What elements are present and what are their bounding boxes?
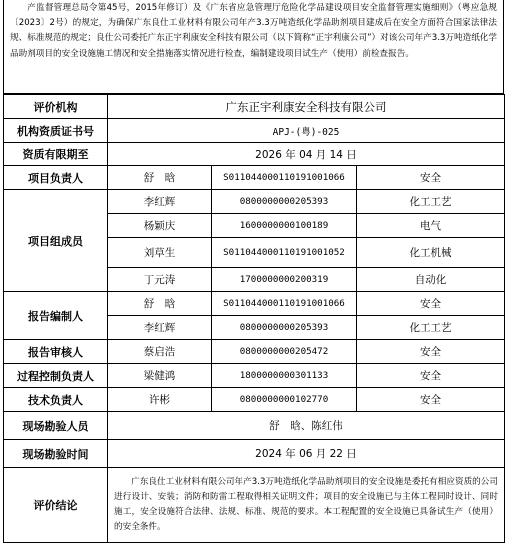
label-tech: 技术负责人 bbox=[4, 388, 108, 412]
evaluation-table bbox=[3, 94, 505, 543]
label-validity: 资质有限期至 bbox=[4, 143, 108, 166]
label-conclusion: 评价结论 bbox=[4, 468, 108, 543]
row-reviewer bbox=[4, 340, 505, 364]
process-cert: 1800000000301133 bbox=[212, 364, 357, 388]
member-field: 自动化 bbox=[357, 268, 505, 292]
value-cert: APJ-(粤)-025 bbox=[108, 119, 505, 143]
member-name: 刘草生 bbox=[108, 238, 212, 268]
row-leader bbox=[4, 166, 505, 190]
member-name: 李红辉 bbox=[108, 190, 212, 214]
reviewer-field: 安全 bbox=[357, 340, 505, 364]
member-field: 电气 bbox=[357, 214, 505, 238]
author-row bbox=[4, 292, 505, 316]
leader-name: 舒 晗 bbox=[108, 166, 212, 190]
conclusion-text: 广东良仕工业材料有限公司年产3.3万吨造纸化学品助剂项目的安全设施是委托有相应资质的公司进行设计、安装；消防和防雷工程取得相关证明文件；项目的安全设施已与主体工程同时设计、同时施工，安全设施符合法律、法规、标准、规范的要求。本工程配置的安全设施已具备试生产（使用）的安全条件。 bbox=[114, 477, 498, 532]
process-field: 安全 bbox=[357, 364, 505, 388]
author-cert: 0800000000205393 bbox=[212, 316, 357, 340]
leader-cert: S011044000110191001066 bbox=[212, 166, 357, 190]
author-cert: S011044000110191001066 bbox=[212, 292, 357, 316]
row-site-time bbox=[4, 440, 505, 468]
value-site-time: 2024 年 06 月 22 日 bbox=[108, 440, 505, 468]
label-site-staff: 现场勘验人员 bbox=[4, 412, 108, 440]
label-org: 评价机构 bbox=[4, 95, 108, 119]
label-leader: 项目负责人 bbox=[4, 166, 108, 190]
reviewer-cert: 0800000000205472 bbox=[212, 340, 357, 364]
member-field: 化工工艺 bbox=[357, 190, 505, 214]
member-cert: 0800000000205393 bbox=[212, 190, 357, 214]
row-org bbox=[4, 95, 505, 119]
member-cert: 1600000000100189 bbox=[212, 214, 357, 238]
member-field: 化工机械 bbox=[357, 238, 505, 268]
author-name: 李红辉 bbox=[108, 316, 212, 340]
value-validity: 2026 年 04 月 14 日 bbox=[108, 143, 505, 166]
label-site-time: 现场勘验时间 bbox=[4, 440, 108, 468]
tech-field: 安全 bbox=[357, 388, 505, 412]
row-site-staff bbox=[4, 412, 505, 440]
reviewer-name: 蔡启浩 bbox=[108, 340, 212, 364]
value-conclusion bbox=[108, 468, 505, 543]
tech-name: 许彬 bbox=[108, 388, 212, 412]
member-row bbox=[4, 190, 505, 214]
process-name: 梁健鸿 bbox=[108, 364, 212, 388]
intro-paragraph bbox=[3, 0, 504, 94]
evaluation-info-sheet bbox=[3, 0, 504, 543]
author-field: 化工工艺 bbox=[357, 316, 505, 340]
author-name: 舒 晗 bbox=[108, 292, 212, 316]
intro-text: 产监督管理总局令第45号，2015年修订）及《广东省应急管理厅危险化学品建设项目安全监督管理实施细则》（粤应急规〔2023〕2号）的规定，为确保广东良仕工业材料有限公司年产3.3万吨造纸化学品助剂项目建成后在安全方面符合国家法律法规、标准规范的规定；良仕公司委托广东正宇利康安全科技有限公司（以下简称“正宇利康公司”）对该公司年产3.3万吨造纸化学品助剂项目的安全设施施工情况和安全措施落实情况进行检查，编制建设项目试生产（使用）前检查报告。 bbox=[10, 3, 497, 59]
label-reviewer: 报告审核人 bbox=[4, 340, 108, 364]
row-cert bbox=[4, 119, 505, 143]
value-site-staff: 舒 晗、陈红伟 bbox=[108, 412, 505, 440]
label-cert: 机构资质证书号 bbox=[4, 119, 108, 143]
label-authors: 报告编制人 bbox=[4, 292, 108, 340]
member-name: 丁元涛 bbox=[108, 268, 212, 292]
row-tech bbox=[4, 388, 505, 412]
label-members: 项目组成员 bbox=[4, 190, 108, 292]
row-conclusion bbox=[4, 468, 505, 543]
row-process bbox=[4, 364, 505, 388]
member-name: 杨颖庆 bbox=[108, 214, 212, 238]
label-process: 过程控制负责人 bbox=[4, 364, 108, 388]
tech-cert: 0800000000102770 bbox=[212, 388, 357, 412]
leader-field: 安全 bbox=[357, 166, 505, 190]
row-validity bbox=[4, 143, 505, 166]
author-field: 安全 bbox=[357, 292, 505, 316]
member-cert: 1700000000200319 bbox=[212, 268, 357, 292]
member-cert: S011044000110191001052 bbox=[212, 238, 357, 268]
value-org: 广东正宇利康安全科技有限公司 bbox=[108, 95, 505, 119]
